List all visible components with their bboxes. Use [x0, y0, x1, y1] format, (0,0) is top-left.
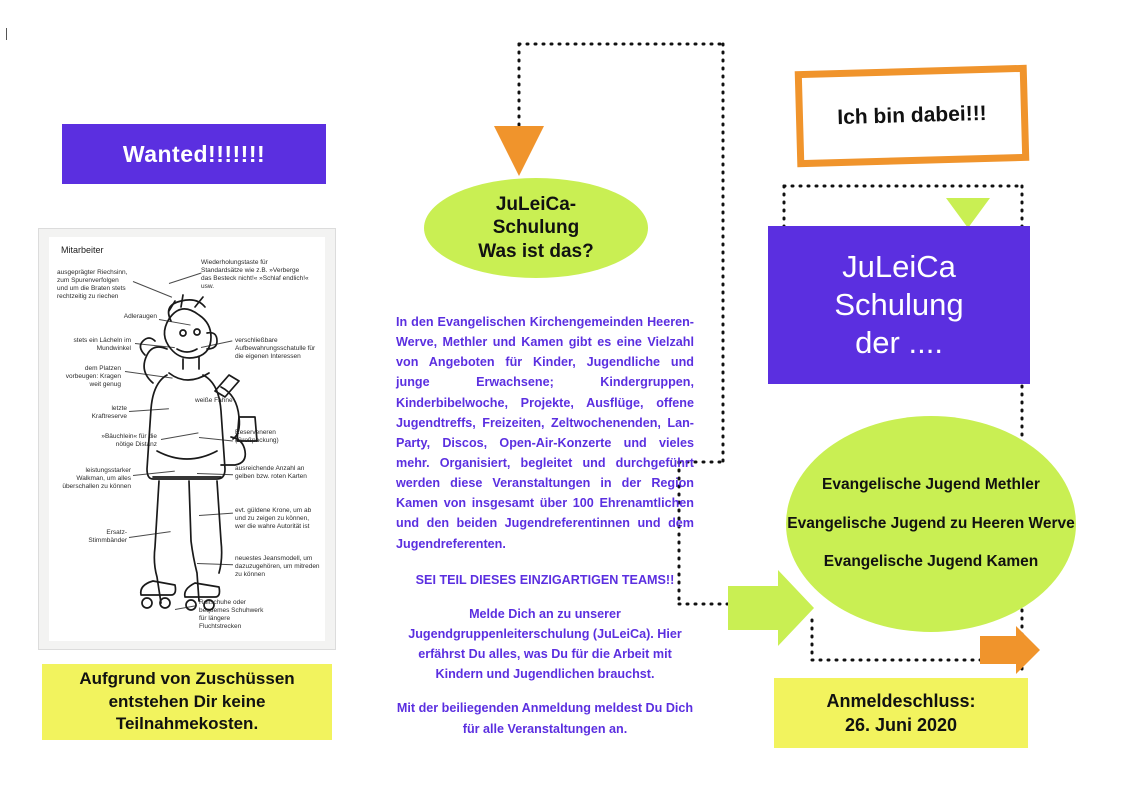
- cartoon-label-2: Adleraugen: [123, 313, 157, 320]
- juleica-schulung-line2: Schulung: [834, 287, 964, 323]
- cartoon-label-7: weiße Fahne: [195, 397, 233, 404]
- cartoon-label-1: Wiederholungstaste für Standardsätze wie z.B. »Verberge das Besteck nicht!« »Schlaf endlich!« usw.: [201, 259, 309, 291]
- juleica-question-line1: JuLeiCa-: [495, 194, 577, 216]
- cartoon-label-4: verschließbare Aufbewahrungsschatulle für die eigenen Interessen: [235, 337, 316, 361]
- juleica-schulung-text: [834, 248, 963, 361]
- crop-mark: [6, 28, 7, 40]
- body-paragraph-3: Mit der beiliegenden Anmeldung meldest Du Dich für alle Veranstaltungen an.: [396, 701, 694, 736]
- cost-note-text: Aufgrund von Zuschüssen entstehen Dir keine Teilnahmekosten.: [79, 669, 295, 734]
- juleica-schulung-line3: der ....: [855, 324, 943, 360]
- cartoon-label-12: evt. güldene Krone, um ab und zu zeigen zu können, wer die wahre Autorität ist: [235, 507, 312, 531]
- cartoon-label-14: neuestes Jeansmodell, um dazuzugehören, um mitreden zu können: [235, 555, 320, 579]
- cartoon-label-5: dem Platzen vorbeugen: Kragen weit genug: [65, 365, 121, 389]
- cartoon-label-0: ausgeprägter Riechsinn, zum Spurenverfolgen und um die Braten stets rechtzeitig zu riechen: [57, 269, 128, 301]
- deadline-text: [826, 689, 975, 738]
- body-paragraph-2: Melde Dich an zu unserer Jugendgruppenleiterschulung (JuLeiCa). Hier erfährst Du alles, was Du für die Arbeit mit Kindern und Jugendlichen brauchst.: [408, 606, 682, 682]
- cost-note-box: [42, 664, 332, 740]
- juleica-schulung-line1: JuLeiCa: [842, 249, 956, 285]
- cartoon-label-10: leistungsstarker Walkman, um alles überschallen zu können: [62, 467, 131, 491]
- juleica-question-text: [478, 193, 593, 263]
- deadline-line1: Anmeldeschluss:: [826, 690, 976, 711]
- deadline-box: [774, 678, 1028, 748]
- wanted-banner: [62, 124, 326, 184]
- wanted-label: Wanted!!!!!!!: [122, 140, 266, 167]
- gemeinde-item-2: Evangelische Jugend Kamen: [823, 553, 1039, 571]
- juleica-question-line3: Was ist das?: [478, 240, 594, 262]
- gemeinde-item-0: Evangelische Jugend Methler: [822, 476, 1040, 494]
- cartoon-label-8: »Bäuchlein« für die nötige Distanz: [101, 433, 157, 449]
- body-paragraph-1: In den Evangelischen Kirchengemeinden Heeren-Werve, Methler und Kamen gibt es eine Vielzahl von Angeboten für Kinder, Jugendliche und junge Erwachsene; Kindergruppen, Kinderbibelwoche, Projekte, Ausflüge, offene Jugendtreffs, Freizeiten, Zeltwochenenden, Lan-Party, Discos, Open-Air-Konzerte und vieles mehr. Organisiert, begleitet und durchgeführt werden diese Veranstaltungen in der Region Kamen von insgesamt über 100 Ehrenamtlichen und den beiden Jugendreferentinnen und dem Jugendreferenten.: [396, 315, 694, 551]
- body-headline: SEI TEIL DIESES EINZIGARTIGEN TEAMS!!: [415, 572, 675, 587]
- cartoon-label-11: ausreichende Anzahl an gelben bzw. roten Karten: [235, 465, 307, 481]
- gemeinden-bubble: [786, 416, 1076, 632]
- juleica-question-bubble: [424, 178, 648, 278]
- juleica-question-line2: Schulung: [492, 217, 580, 239]
- ich-bin-dabei-box: [795, 65, 1030, 167]
- cartoon-label-15: Rollschuhe oder bequemes Schuhwerk für längere Fluchtstrecken: [199, 599, 264, 631]
- cartoon-label-13: Ersatz-Stimmbänder: [88, 529, 127, 545]
- body-text-column: [396, 312, 694, 739]
- cartoon-inner: [49, 237, 325, 641]
- juleica-schulung-panel: [768, 226, 1030, 384]
- gemeinde-item-1: Evangelische Jugend zu Heeren Werve: [787, 514, 1075, 532]
- cartoon-illustration-panel: [38, 228, 336, 650]
- cartoon-title: Mitarbeiter: [61, 245, 104, 255]
- cartoon-label-6: letzte Kraftreserve: [91, 405, 127, 421]
- ich-bin-dabei-label: Ich bin dabei!!!: [837, 101, 987, 130]
- cartoon-label-3: stets ein Lächeln im Mundwinkel: [73, 337, 131, 353]
- deadline-line2: 26. Juni 2020: [844, 715, 958, 735]
- cartoon-label-9: Reserveneren (Großpackung): [235, 429, 279, 445]
- cartoon-figure: [49, 237, 325, 641]
